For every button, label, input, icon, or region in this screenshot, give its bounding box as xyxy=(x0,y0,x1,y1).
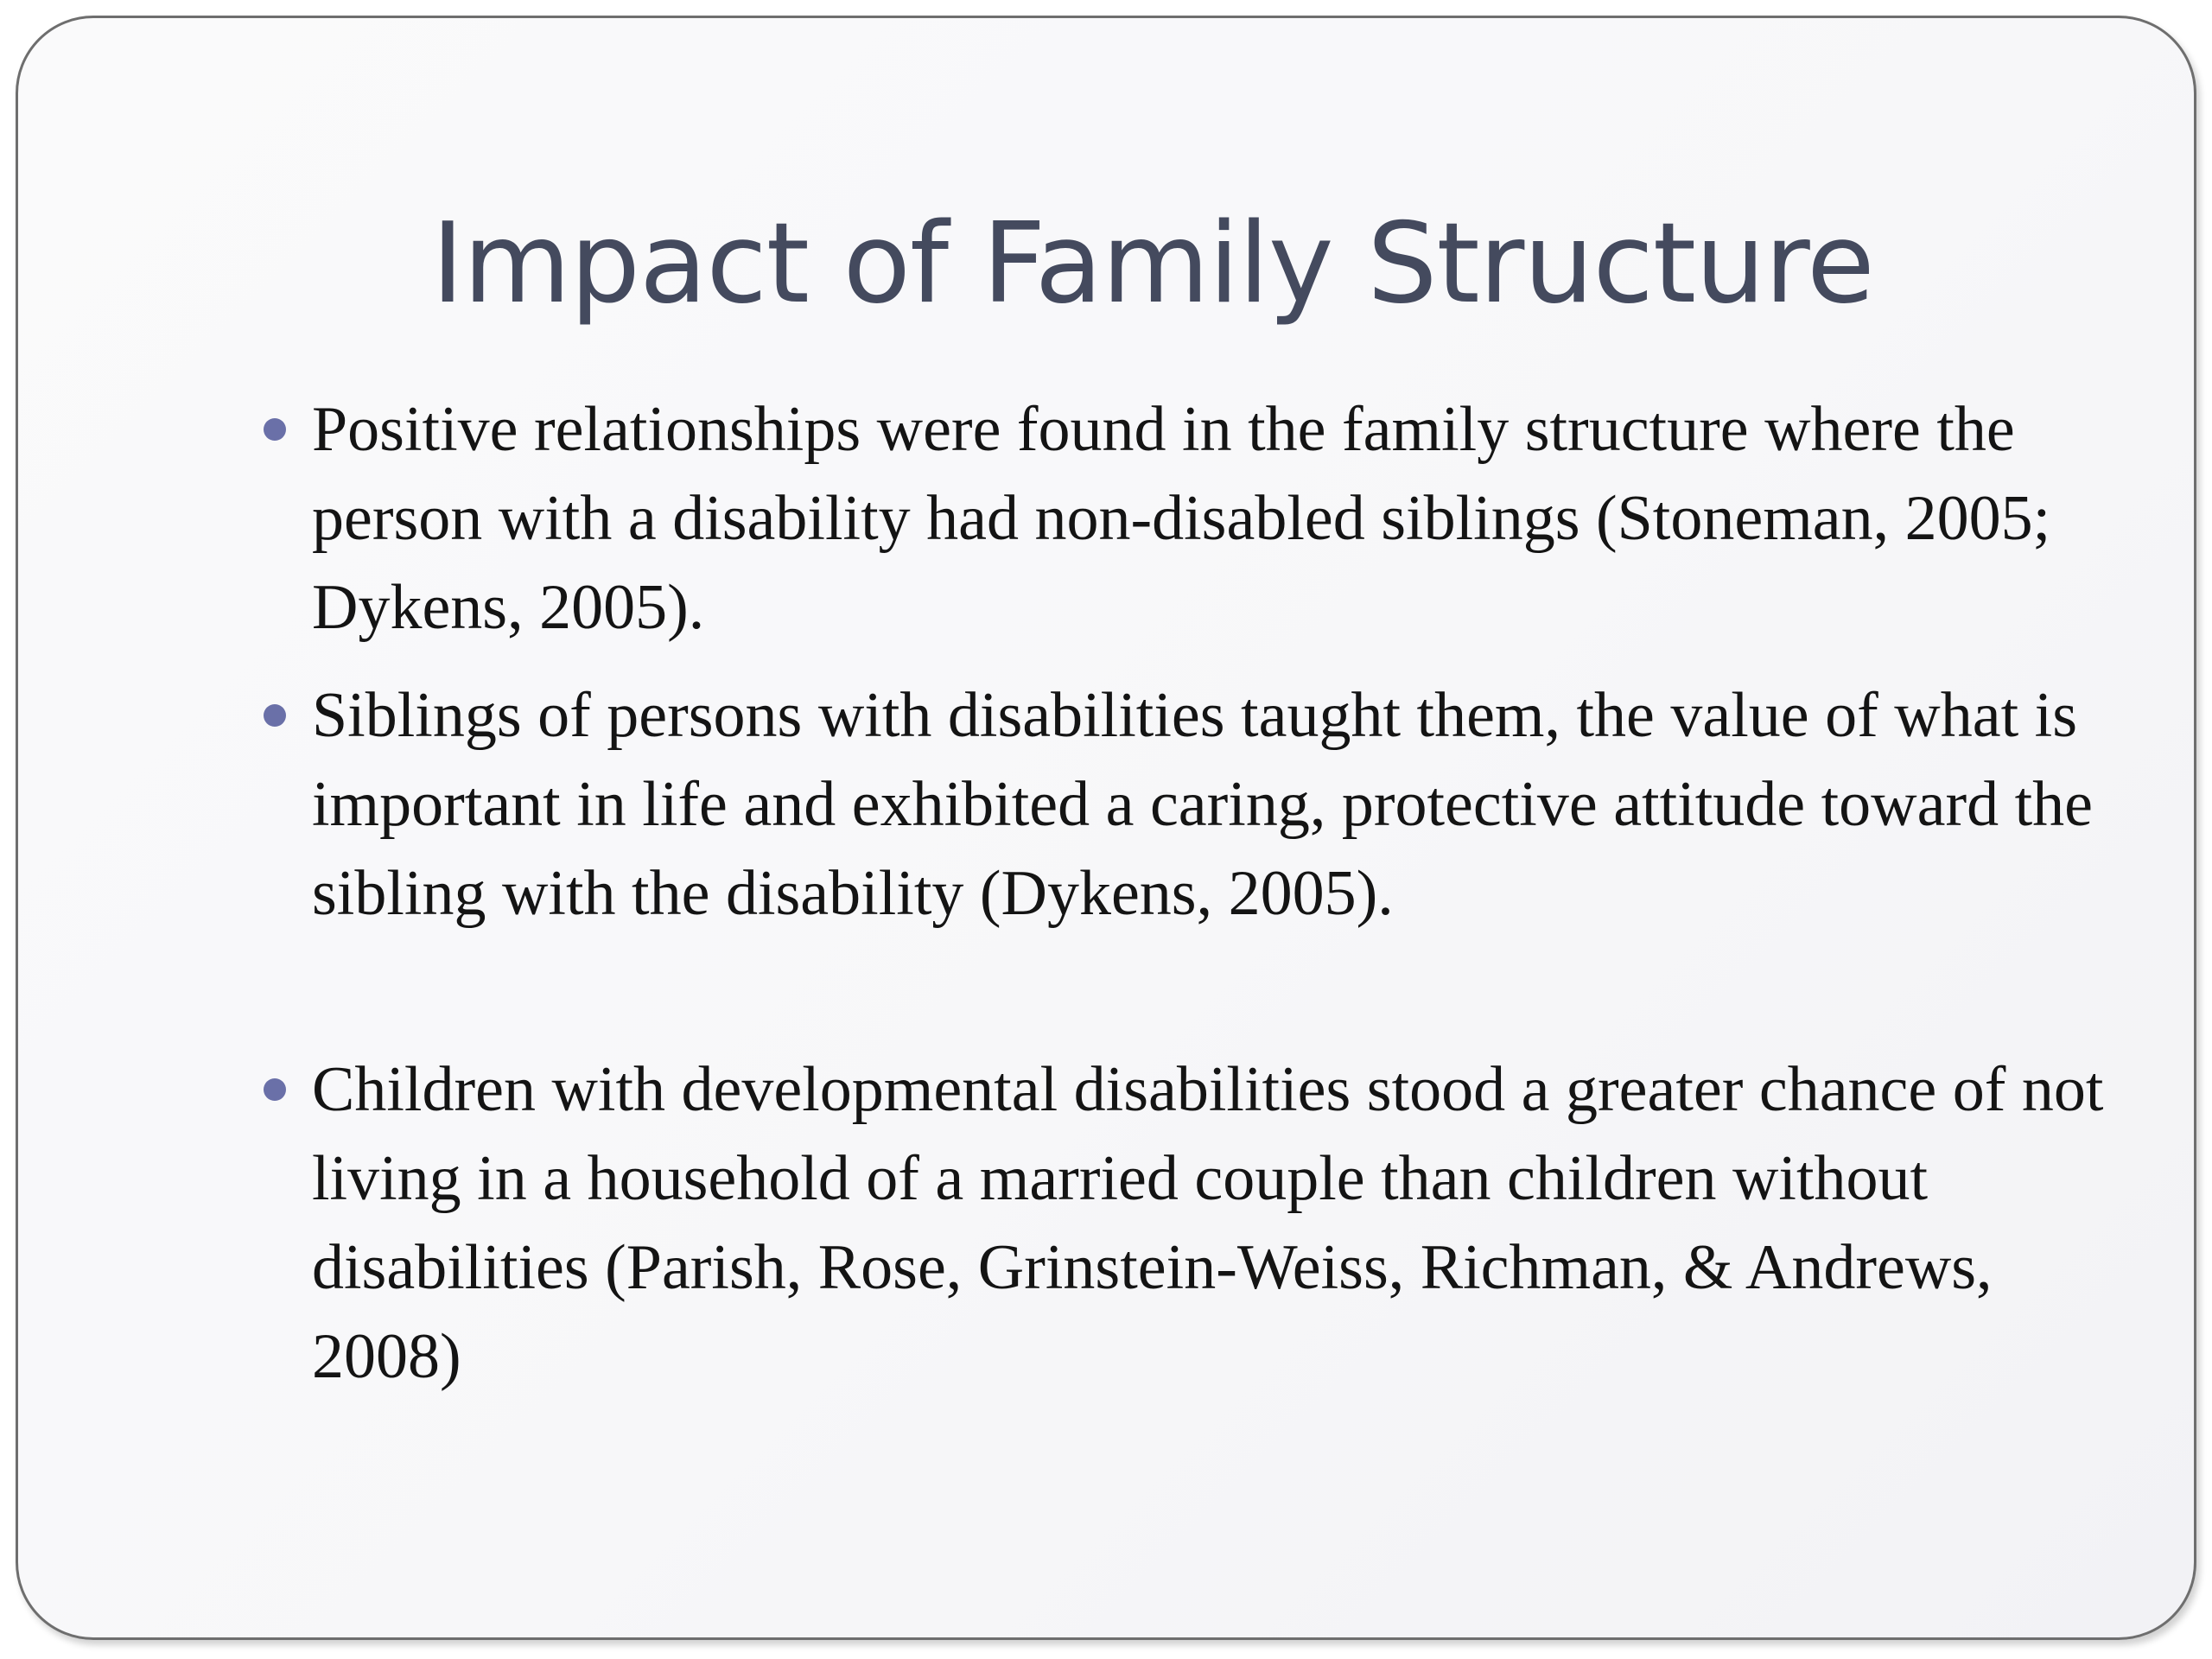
bullet-text: Siblings of persons with disabilities taught them, the value of what is important in life and exhibited a caring, protective attitude toward the sibling with the disability (Dykens, 2005). xyxy=(312,680,2094,929)
bullet-item xyxy=(18,671,2194,938)
bullet-list xyxy=(18,385,2194,1402)
bullet-item xyxy=(18,1046,2194,1402)
bullet-item xyxy=(18,385,2194,652)
bullet-dot-icon xyxy=(264,704,286,727)
bullet-dot-icon xyxy=(264,1078,286,1101)
bullet-text: Positive relationships were found in the family structure where the person with a disability had non-disabled siblings (Stoneman, 2005; Dykens, 2005). xyxy=(312,394,2051,643)
slide-title: Impact of Family Structure xyxy=(431,200,1874,328)
bullet-text: Children with developmental disabilities stood a greater chance of not living in a household of a married couple than children without disabilities (Parish, Rose, Grinstein-Weiss, Richman, & Andrews, 2008) xyxy=(312,1054,2104,1392)
bullet-dot-icon xyxy=(264,418,286,441)
slide-panel xyxy=(16,16,2196,1640)
